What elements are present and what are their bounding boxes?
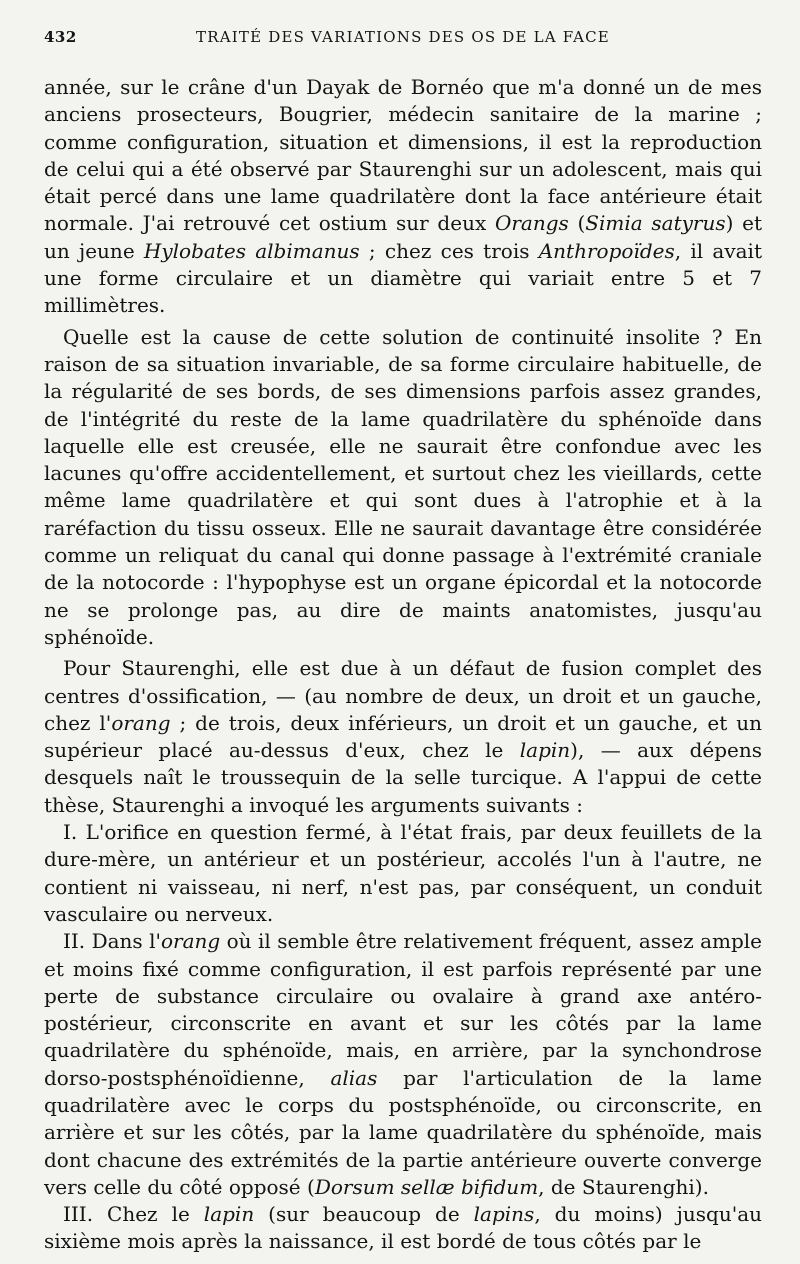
- text-run: ), — aux dépens desquels naît le troussequin de la selle turcique. A l'appui de cette thèse, Staurenghi a invoqué les arguments suivants :: [44, 738, 762, 817]
- paragraph: [44, 1201, 762, 1256]
- italic-run: Anthropoïdes: [538, 238, 675, 263]
- italic-run: Simia satyrus: [585, 211, 726, 236]
- italic-run: lapin: [519, 738, 571, 763]
- text-run: (sur beaucoup de: [254, 1202, 474, 1227]
- text-run: ; chez ces trois: [359, 238, 539, 263]
- text-run: , du moins) jusqu'au sixième mois après la naissance, il est bordé de tous côtés par le: [44, 1202, 762, 1254]
- text-run: année, sur le crâne d'un Dayak de Bornéo que m'a donné un de mes anciens prosecteurs, Bougrier, médecin sanitaire de la marine ; comme configuration, situation et dimensions, il est la reproduction de celui qui a été observé par Staurenghi sur un adolescent, mais qui était percé dans une lame quadrilatère dont la face antérieure était normale. J'ai retrouvé cet ostium sur deux: [44, 75, 762, 236]
- paragraph: [44, 74, 762, 320]
- body-text: [44, 74, 762, 1256]
- running-header: [44, 28, 762, 56]
- text-run: ; de trois, deux inférieurs, un droit et un gauche, et un supérieur placé au-dessus d'eux, chez le: [44, 710, 762, 763]
- text-run: par l'articulation de la lame quadrilatère avec le corps du postsphénoïde, ou circonscrite, en arrière et sur les côtés, par la lame quadrilatère du sphénoïde, mais dont chacune des extrémités de la partie antérieure ouverte converge vers celle du côté opposé (: [44, 1065, 762, 1199]
- text-run: Quelle est la cause de cette solution de continuité insolite ? En raison de sa situation invariable, de sa forme circulaire habituelle, de la régularité de ses bords, de ses dimensions parfois assez grandes, de l'intégrité du reste de la lame quadrilatère du sphénoïde dans laquelle elle est creusée, elle ne saurait être confondue avec les lacunes qu'offre accidentellement, et surtout chez les vieillards, cette même lame quadrilatère et qui sont dues à l'atrophie et à la raréfaction du tissu osseux. Elle ne saurait davantage être considérée comme un reliquat du canal qui donne passage à l'extrémité craniale de la notocorde : l'hypophyse est un organe épicordal et la notocorde ne se prolonge pas, au dire de maints anatomistes, jusqu'au sphénoïde.: [44, 324, 762, 649]
- text-run: où il semble être relativement fréquent, assez ample et moins fixé comme configuration, il est parfois représenté par une perte de substance circulaire ou ovalaire à grand axe antéro-postérieur, circonscrite en avant et sur les côtés par la lame quadrilatère du sphénoïde, mais, en arrière, par la synchondrose dorso-postsphénoïdienne,: [44, 929, 762, 1090]
- text-run: III. Chez le: [63, 1202, 204, 1227]
- italic-run: Dorsum sellæ bifidum: [314, 1174, 539, 1199]
- text-run: (: [568, 211, 586, 236]
- paragraph: [44, 819, 762, 928]
- italic-run: alias: [330, 1065, 378, 1090]
- text-run: , il avait une forme circulaire et un diamètre qui variait entre 5 et 7 millimètres.: [44, 238, 762, 318]
- text-run: Pour Staurenghi, elle est due à un défaut de fusion complet des centres d'ossification, — (au nombre de deux, un droit et un gauche, chez l': [44, 656, 762, 735]
- paragraph: [44, 928, 762, 1201]
- italic-run: lapin: [203, 1202, 255, 1227]
- italic-run: lapins: [473, 1202, 535, 1227]
- book-page: [44, 28, 763, 1254]
- italic-run: orang: [161, 929, 221, 954]
- paragraph: [44, 324, 762, 652]
- text-run: II. Dans l': [63, 929, 161, 954]
- text-run: I. L'orifice en question fermé, à l'état frais, par deux feuillets de la dure-mère, un antérieur et un postérieur, accolés l'un à l'autre, ne contient ni vaisseau, ni nerf, n'est pas, par conséquent, un conduit vasculaire ou nerveux.: [44, 820, 762, 926]
- italic-run: Orangs: [494, 211, 569, 236]
- text-run: , de Staurenghi).: [538, 1174, 709, 1199]
- running-title: TRAITÉ DES VARIATIONS DES OS DE LA FACE: [196, 28, 610, 46]
- text-run: ) et un jeune: [44, 211, 763, 263]
- page-number: 432: [44, 28, 77, 46]
- paragraph: [44, 655, 762, 819]
- italic-run: Hylobates albimanus: [143, 238, 360, 263]
- italic-run: orang: [111, 710, 171, 735]
